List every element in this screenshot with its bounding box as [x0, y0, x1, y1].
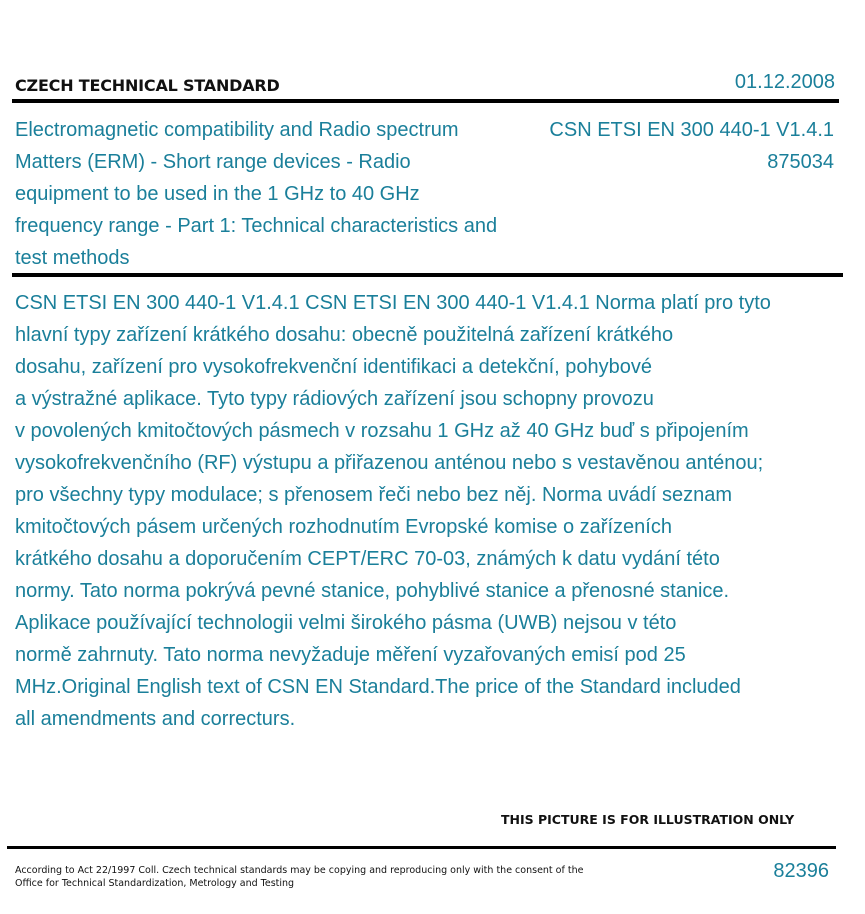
- header-rule: [12, 99, 839, 103]
- footer-rule: [7, 846, 836, 849]
- header-date: 01.12.2008: [734, 71, 835, 93]
- footer-note: According to Act 22/1997 Coll. Czech technical standards may be copying and reproducing only with the consent of the Office for Technical Standardization, Metrology and Testing: [15, 865, 584, 889]
- standard-code-block: [549, 114, 834, 178]
- header-label: CZECH TECHNICAL STANDARD: [15, 76, 280, 95]
- standard-code: CSN ETSI EN 300 440-1 V1.4.1: [549, 119, 834, 141]
- abstract-text: CSN ETSI EN 300 440-1 V1.4.1 CSN ETSI EN 300 440-1 V1.4.1 Norma platí pro tyto hlavní typy zařízení krátkého dosahu: obecně použitelná zařízení krátkého dosahu, zařízení pro vysokofrekvenční identifikaci a detekční, pohybové a výstražné aplikace. Tyto typy rádiových zařízení jsou schopny provozu v povolených kmitočtových pásmech v rozsahu 1 GHz až 40 GHz buď s připojením vysokofrekvenčního (RF) výstupu a přiřazenou anténou nebo s vestavěnou anténou; pro všechny typy modulace; s přenosem řeči nebo bez něj. Norma uvádí seznam kmitočtových pásem určených rozhodnutím Evropské komise o zařízeních krátkého dosahu a doporučením CEPT/ERC 70-03, známých k datu vydání této normy. Tato norma pokrývá pevné stanice, pohyblivé stanice a přenosné stanice. Aplikace používající technologii velmi širokého pásma (UWB) nejsou v této normě zahrnuty. Tato norma nevyžaduje měření vyzařovaných emisí pod 25 MHz.Original English text of CSN EN Standard.The price of the Standard included all amendments and correcturs.: [15, 292, 771, 730]
- catalog-number: 875034: [767, 151, 834, 173]
- footer-id: 82396: [773, 860, 829, 882]
- title-rule: [12, 273, 843, 277]
- standard-title: Electromagnetic compatibility and Radio spectrum Matters (ERM) - Short range devices - Radio equipment to be used in the 1 GHz to 40 GHz frequency range - Part 1: Technical characteristics and test methods: [15, 119, 498, 269]
- disclaimer-text: THIS PICTURE IS FOR ILLUSTRATION ONLY: [501, 812, 795, 827]
